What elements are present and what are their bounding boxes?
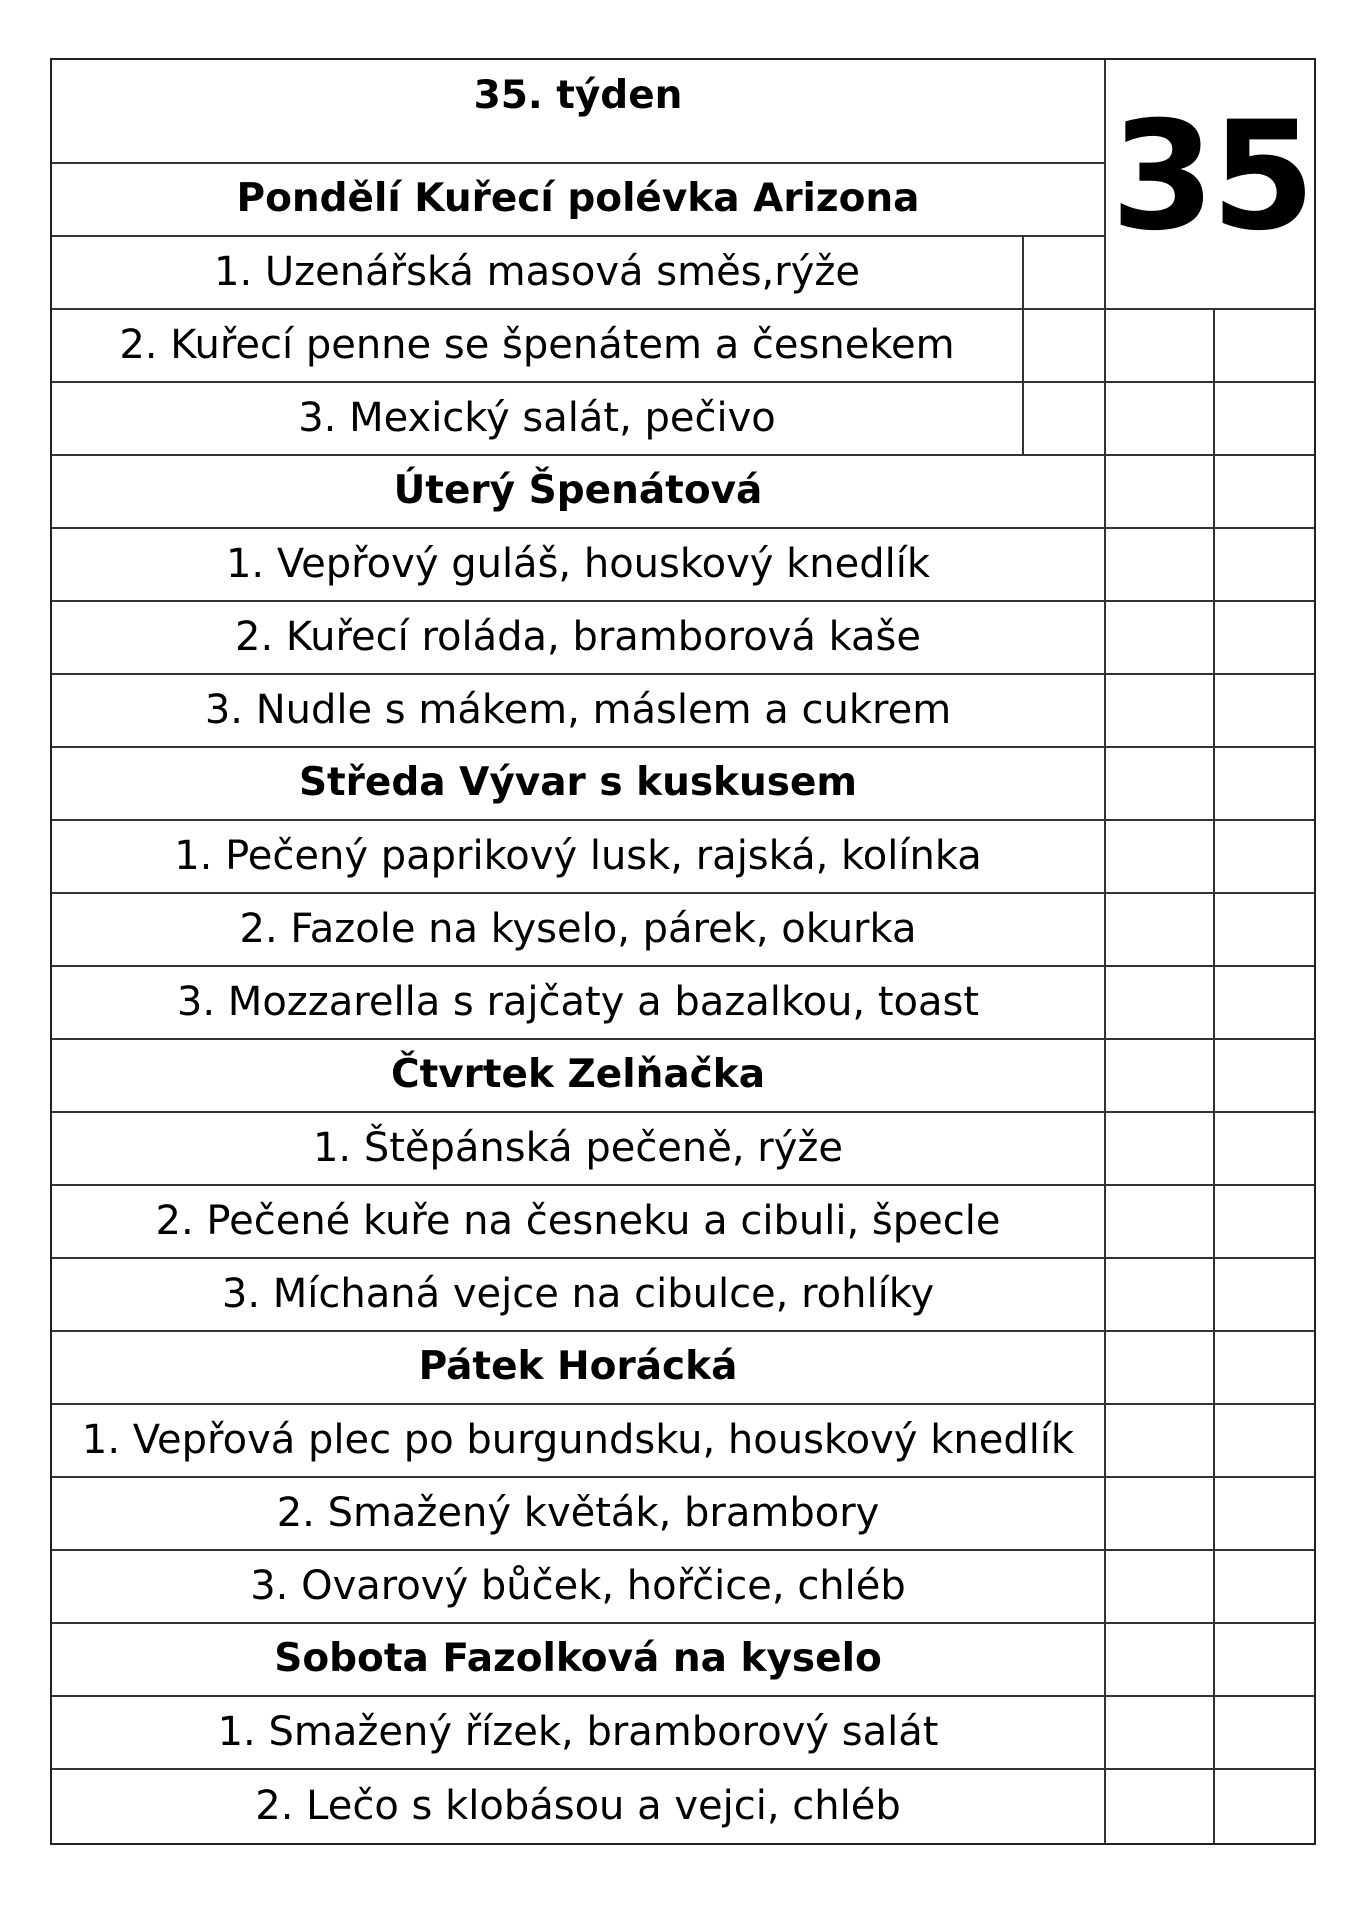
day-soup-row: Středa Vývar s kuskusem xyxy=(298,760,858,805)
weekly-menu-table xyxy=(50,58,1316,1845)
meal-row: 3. Nudle s mákem, máslem a cukrem xyxy=(204,686,952,733)
week-number-badge: 35 xyxy=(1110,90,1312,264)
meal-row: 1. Pečený paprikový lusk, rajská, kolínka xyxy=(174,832,982,879)
meal-column-divider xyxy=(1022,235,1024,454)
meal-row: 2. Pečené kuře na česneku a cibuli, špecle xyxy=(155,1197,1001,1244)
meal-row: 2. Kuřecí penne se špenátem a česnekem xyxy=(119,321,955,368)
meal-row: 2. Fazole na kyselo, párek, okurka xyxy=(239,905,917,952)
day-soup-row: Pátek Horácká xyxy=(418,1344,738,1389)
meal-row: 3. Ovarový bůček, hořčice, chléb xyxy=(250,1562,906,1609)
meal-row: 2. Lečo s klobásou a vejci, chléb xyxy=(255,1782,901,1829)
day-soup-row: Čtvrtek Zelňačka xyxy=(390,1052,766,1097)
meal-row: 1. Vepřová plec po burgundsku, houskový knedlík xyxy=(81,1416,1075,1463)
check-column-divider xyxy=(1213,308,1215,1843)
week-heading: 35. týden xyxy=(473,73,683,118)
meal-row: 3. Mozzarella s rajčaty a bazalkou, toast xyxy=(176,978,980,1025)
day-soup-row: Pondělí Kuřecí polévka Arizona xyxy=(236,176,920,221)
meal-row: 3. Mexický salát, pečivo xyxy=(298,394,776,441)
number-box-divider xyxy=(1104,60,1106,1843)
day-soup-row: Úterý Špenátová xyxy=(393,468,763,513)
number-box-bottom xyxy=(1104,308,1314,310)
meal-row: 2. Smažený květák, brambory xyxy=(276,1489,880,1536)
meal-row: 1. Vepřový guláš, houskový knedlík xyxy=(225,540,931,587)
meal-row: 3. Míchaná vejce na cibulce, rohlíky xyxy=(221,1270,935,1317)
meal-row: 1. Štěpánská pečeně, rýže xyxy=(312,1124,844,1171)
day-soup-row: Sobota Fazolková na kyselo xyxy=(274,1636,882,1681)
meal-row: 1. Uzenářská masová směs,rýže xyxy=(214,248,860,295)
meal-row: 2. Kuřecí roláda, bramborová kaše xyxy=(235,613,921,660)
meal-row: 1. Smažený řízek, bramborový salát xyxy=(217,1708,939,1755)
